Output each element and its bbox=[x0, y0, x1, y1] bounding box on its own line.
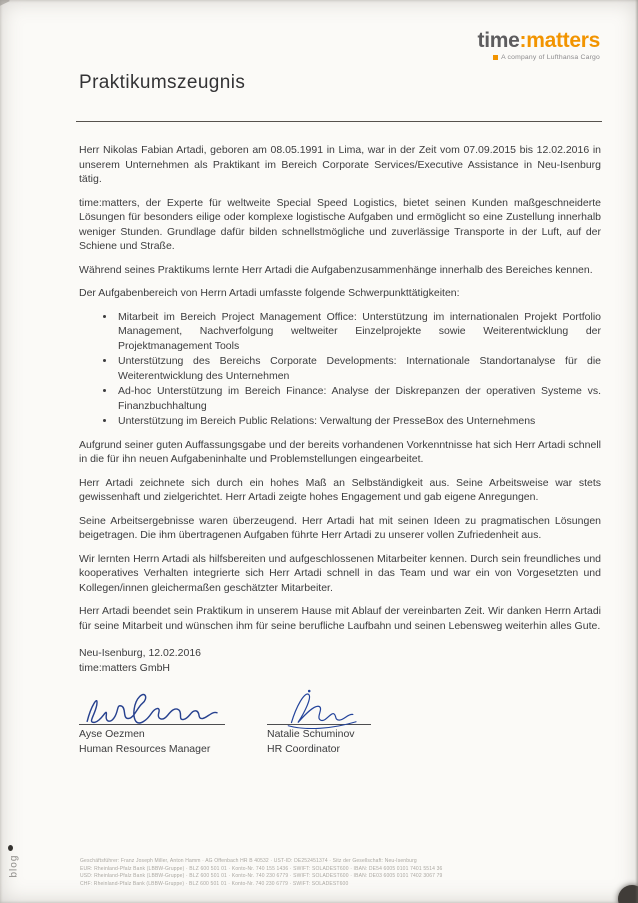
signature-line bbox=[267, 724, 371, 725]
company-logo bbox=[478, 30, 600, 61]
bullet-item: • Unterstützung im Bereich Public Relations: Verwaltung der PresseBox des Unternehmens bbox=[116, 414, 601, 429]
handwritten-signature-ayse bbox=[79, 687, 229, 729]
bullet-item: • Mitarbeit im Bereich Project Management Office: Unterstützung im internationalen Projekt Portfolio Management, Nachverfolgung weltweiter Einzelprojekte sowie Weiterentwicklung der Projektmanagement Tools bbox=[116, 310, 601, 354]
signatory-name: Natalie Schuminov bbox=[267, 728, 355, 740]
document-title: Praktikumszeugnis bbox=[79, 72, 246, 93]
paragraph: Der Aufgabenbereich von Herrn Artadi umfasste folgende Schwerpunkttätigkeiten: bbox=[79, 287, 460, 299]
logo-word-time: time bbox=[477, 29, 520, 52]
paragraph: time:matters, der Experte für weltweite Special Speed Logistics, bietet seinen Kunden maßgeschneiderte Lösungen für besonders eilige oder komplexe logistische Aufgaben und ermöglicht so eine Zustellung innerhalb weniger Stunden. Grundlage dafür bilden schnellstmögliche und zuverlässige Transporte in der Luft, auf der Schiene und Straße. bbox=[79, 196, 601, 252]
logo-square-icon bbox=[493, 55, 498, 60]
signature-block bbox=[79, 687, 601, 756]
dateline-company: time:matters GmbH bbox=[79, 661, 171, 674]
signature-left bbox=[79, 687, 267, 756]
footer-line: CHF: Rheinland-Pfalz Bank (LBBW-Gruppe) · BLZ 600 501 01 · Konto-Nr. 740 230 6779 · SWIFT: SOLADEST600 bbox=[80, 880, 349, 887]
legal-footer bbox=[80, 858, 598, 888]
dateline bbox=[79, 646, 601, 675]
side-watermark-text: blog bbox=[8, 854, 20, 878]
paragraph: Herr Artadi beendet sein Praktikum in unserem Hause mit Ablauf der vereinbarten Zeit. Wir danken Herrn Artadi für seine Mitarbeit und wünschen ihm für seine berufliche Laufbahn und seinen Lebensweg weiterhin alles Gute. bbox=[79, 605, 601, 632]
bullet-item: • Ad-hoc Unterstützung im Bereich Finance: Analyse der Diskrepanzen der operativen Systeme vs. Finanzbuchhaltung bbox=[116, 384, 601, 413]
logo-wordmark bbox=[478, 30, 600, 51]
bullet-item: • Unterstützung des Bereichs Corporate Developments: Internationale Standortanalyse für die Weiterentwicklung des Unternehmen bbox=[116, 354, 601, 383]
logo-word-matters: :matters bbox=[519, 29, 600, 52]
paragraph: Herr Artadi zeichnete sich durch ein hohes Maß an Selbständigkeit aus. Seine Arbeitsweise war stets gewissenhaft und zielgerichtet. Herr Artadi zeigte hohes Engagement und gab eigene Anregungen. bbox=[79, 476, 601, 503]
task-bullet-list bbox=[79, 310, 601, 429]
logo-tagline-text: A company of Lufthansa Cargo bbox=[501, 54, 600, 61]
signatory-name: Ayse Oezmen bbox=[79, 728, 145, 740]
document-body bbox=[79, 143, 601, 756]
scan-artifact-dot bbox=[8, 845, 13, 851]
signature-right bbox=[267, 687, 387, 756]
footer-line: USD: Rheinland-Pfalz Bank (LBBW-Gruppe) · BLZ 600 501 01 · Konto-Nr. 740 230 6779 · SWIFT: SOLADEST600 · IBAN: DE03 6005 0101 7402 3067 79 bbox=[80, 873, 443, 880]
signature-line bbox=[79, 724, 225, 725]
paragraph: Wir lernten Herrn Artadi als hilfsbereiten und aufgeschlossenen Mitarbeiter kennen. Durch sein freundliches und kooperatives Verhalten integrierte sich Herr Artadi schnell in das Team und war ein von Vorgesetzten und Kollegen/innen gleichermaßen geschätzter Mitarbeiter. bbox=[79, 552, 601, 594]
paragraph: Seine Arbeitsergebnisse waren überzeugend. Herr Artadi hat mit seinen Ideen zu pragmatischen Lösungen beigetragen. Die ihm übertragenen Aufgaben führte Herr Artadi zu unserer vollen Zufriedenheit aus. bbox=[79, 514, 601, 541]
logo-tagline bbox=[478, 54, 600, 61]
paragraph: Herr Nikolas Fabian Artadi, geboren am 08.05.1991 in Lima, war in der Zeit vom 07.09.2015 bis 12.02.2016 in unserem Unternehmen als Praktikant im Bereich Corporate Services/Executive Assistance in Neu-Isenburg tätig. bbox=[79, 144, 601, 185]
paragraph: Aufgrund seiner guten Auffassungsgabe und der bereits vorhandenen Vorkenntnisse hat sich Herr Artadi schnell in die für ihn neuen Aufgabeninhalte und Problemstellungen eingearbeitet. bbox=[79, 438, 601, 465]
dateline-place-date: Neu-Isenburg, 12.02.2016 bbox=[79, 647, 202, 659]
footer-line: Geschäftsführer: Franz Joseph Miller, Anton Hamm · AG Offenbach HR B 40532 · UST-ID: DE252451374 · Sitz der Gesellschaft: Neu-Isenburg bbox=[80, 858, 417, 865]
handwritten-signature-natalie bbox=[267, 687, 387, 729]
paragraph: Während seines Praktikums lernte Herr Artadi die Aufgabenzusammenhänge innerhalb des Bereiches kennen. bbox=[79, 263, 593, 276]
scan-artifact-corner bbox=[0, 0, 10, 6]
signatory-role: HR Coordinator bbox=[267, 742, 340, 755]
footer-line: EUR: Rheinland-Pfalz Bank (LBBW-Gruppe) · BLZ 600 501 01 · Konto-Nr. 740 155 1436 · SWIFT: SOLADEST600 · IBAN: DE54 6005 0101 7401 5514 36 bbox=[80, 865, 443, 872]
signatory-role: Human Resources Manager bbox=[79, 742, 211, 755]
title-divider bbox=[76, 121, 602, 122]
